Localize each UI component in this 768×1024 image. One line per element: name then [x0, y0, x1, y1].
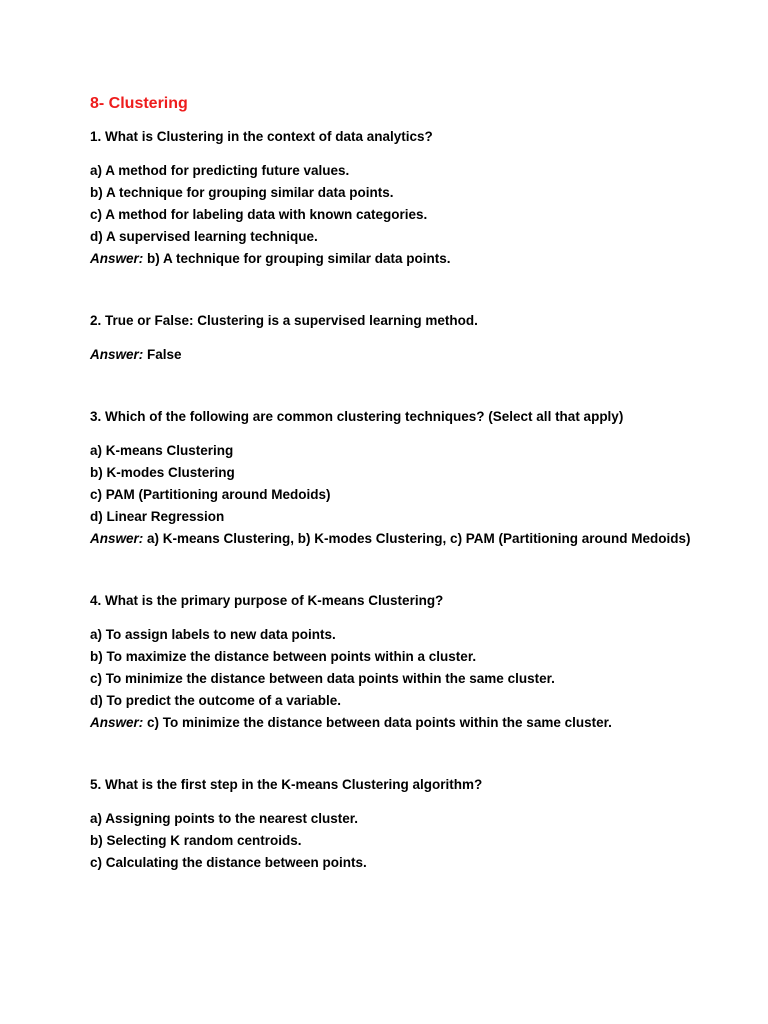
answer: [90, 344, 728, 366]
question-4: [90, 592, 728, 734]
option-a: a) Assigning points to the nearest cluster.: [90, 811, 359, 826]
options-list: [90, 808, 728, 874]
answer: [90, 248, 728, 270]
answer-text: a) K-means Clustering, b) K-modes Clustering, c) PAM (Partitioning around Medoids): [143, 531, 691, 546]
option-a: a) K-means Clustering: [90, 443, 234, 458]
option-d: d) A supervised learning technique.: [90, 229, 318, 244]
option-a: a) To assign labels to new data points.: [90, 627, 336, 642]
answer: [90, 712, 728, 734]
option-c: c) To minimize the distance between data points within the same cluster.: [90, 671, 555, 686]
options-list: [90, 160, 728, 248]
option-d: d) Linear Regression: [90, 509, 225, 524]
answer-text: b) A technique for grouping similar data points.: [143, 251, 451, 266]
options-list: [90, 440, 728, 528]
question-1: [90, 128, 728, 270]
answer-label: Answer:: [90, 347, 144, 362]
answer-text: False: [143, 347, 182, 362]
question-5: [90, 776, 728, 874]
answer-label: Answer:: [90, 715, 144, 730]
question-text: 4. What is the primary purpose of K-means Clustering?: [90, 593, 444, 608]
option-b: b) Selecting K random centroids.: [90, 833, 302, 848]
option-c: c) Calculating the distance between points.: [90, 855, 367, 870]
options-list: [90, 624, 728, 712]
question-text: 3. Which of the following are common clustering techniques? (Select all that apply): [90, 409, 624, 424]
option-a: a) A method for predicting future values.: [90, 163, 350, 178]
option-b: b) K-modes Clustering: [90, 465, 235, 480]
option-c: c) A method for labeling data with known categories.: [90, 207, 428, 222]
question-text: 5. What is the first step in the K-means Clustering algorithm?: [90, 777, 483, 792]
section-title: 8- Clustering: [90, 95, 188, 112]
answer: [90, 528, 728, 550]
option-b: b) To maximize the distance between points within a cluster.: [90, 649, 477, 664]
answer-text: c) To minimize the distance between data points within the same cluster.: [143, 715, 612, 730]
question-2: [90, 312, 728, 366]
option-d: d) To predict the outcome of a variable.: [90, 693, 342, 708]
question-text: 1. What is Clustering in the context of data analytics?: [90, 129, 433, 144]
question-3: [90, 408, 728, 550]
option-b: b) A technique for grouping similar data points.: [90, 185, 394, 200]
answer-label: Answer:: [90, 251, 144, 266]
answer-label: Answer:: [90, 531, 144, 546]
question-text: 2. True or False: Clustering is a supervised learning method.: [90, 313, 478, 328]
option-c: c) PAM (Partitioning around Medoids): [90, 487, 331, 502]
